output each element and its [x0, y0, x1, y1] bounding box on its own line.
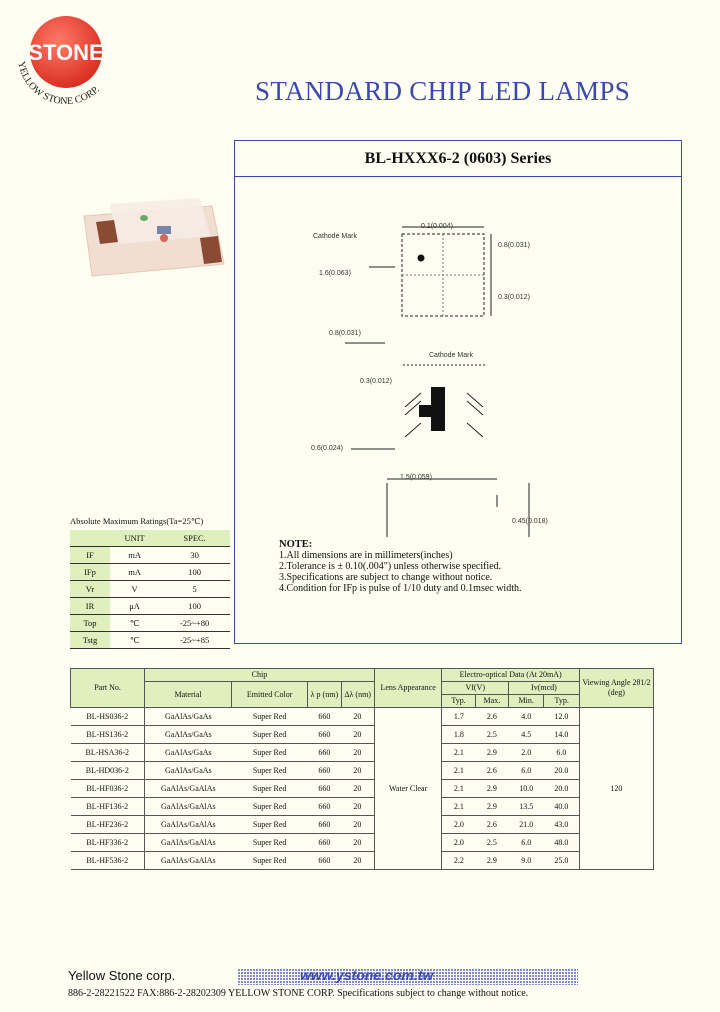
table-cell: 5 — [159, 581, 230, 598]
stone-logo — [6, 6, 126, 106]
cathode-tab — [419, 405, 431, 417]
footer-website[interactable]: www.ystone.com.tw — [300, 967, 434, 983]
table-cell: BL-HF136-2 — [71, 798, 145, 816]
table-cell: 20 — [341, 708, 374, 726]
table-cell: 100 — [159, 598, 230, 615]
spec-table-body — [71, 708, 654, 870]
table-row — [70, 598, 230, 615]
table-cell: 660 — [308, 798, 341, 816]
table-row — [71, 834, 654, 852]
table-cell: 660 — [308, 726, 341, 744]
table-cell: 14.0 — [544, 726, 579, 744]
table-cell: 20 — [341, 744, 374, 762]
col-header: Typ. — [442, 695, 475, 708]
table-cell: GaAlAs/GaAlAs — [145, 816, 232, 834]
table-cell: Vr — [70, 581, 110, 598]
table-cell: BL-HF236-2 — [71, 816, 145, 834]
table-cell: UNIT — [110, 530, 159, 547]
table-cell: 10.0 — [509, 780, 544, 798]
table-cell: 20.0 — [544, 762, 579, 780]
table-cell: 20 — [341, 780, 374, 798]
table-cell: 20 — [341, 834, 374, 852]
table-cell: 2.0 — [509, 744, 544, 762]
note-item: 2.Tolerance is ± 0.10(.004") unless otherwise specified. — [279, 561, 502, 572]
table-cell: GaAlAs/GaAs — [145, 762, 232, 780]
top-view — [345, 227, 491, 343]
table-cell: IR — [70, 598, 110, 615]
dim-label: Cathode Mark — [429, 352, 473, 359]
table-cell: 21.0 — [509, 816, 544, 834]
table-cell: 20 — [341, 726, 374, 744]
table-cell: 660 — [308, 744, 341, 762]
table-row — [71, 816, 654, 834]
table-cell: GaAlAs/GaAlAs — [145, 780, 232, 798]
table-cell: GaAlAs/GaAlAs — [145, 852, 232, 870]
table-cell: IF — [70, 547, 110, 564]
table-cell: 2.1 — [442, 762, 475, 780]
table-cell: BL-HD036-2 — [71, 762, 145, 780]
dim-label: 0.6(0.024) — [311, 445, 343, 452]
table-cell: BL-HS036-2 — [71, 708, 145, 726]
lens-cell: Water Clear — [374, 708, 442, 870]
table-row — [71, 744, 654, 762]
table-cell: 20 — [341, 798, 374, 816]
drawing-frame — [234, 140, 682, 644]
table-cell: 20 — [341, 816, 374, 834]
col-header: Max. — [475, 695, 508, 708]
table-cell: GaAlAs/GaAs — [145, 708, 232, 726]
table-cell: 6.0 — [544, 744, 579, 762]
table-cell: 20 — [341, 762, 374, 780]
table-cell: GaAlAs/GaAs — [145, 726, 232, 744]
table-cell: Super Red — [232, 852, 308, 870]
table-cell: BL-HSA36-2 — [71, 744, 145, 762]
table-cell: Super Red — [232, 798, 308, 816]
dimension-drawing — [235, 177, 680, 537]
table-cell: BL-HF536-2 — [71, 852, 145, 870]
abs-max-table — [70, 530, 230, 649]
table-cell: 4.0 — [509, 708, 544, 726]
table-cell: 2.9 — [475, 852, 508, 870]
table-cell: 40.0 — [544, 798, 579, 816]
cathode-bar — [431, 387, 445, 431]
logo-word: STONE — [28, 40, 104, 65]
table-cell: 1.7 — [442, 708, 475, 726]
notes-block — [279, 539, 669, 594]
col-header: Chip — [145, 669, 375, 682]
table-cell: 2.5 — [475, 726, 508, 744]
notes-heading: NOTE: — [279, 539, 313, 550]
col-header: Emitted Color — [232, 682, 308, 708]
table-cell: 660 — [308, 852, 341, 870]
table-cell: 2.9 — [475, 780, 508, 798]
table-cell: 660 — [308, 780, 341, 798]
note-item: 4.Condition for IFp is pulse of 1/10 duty and 0.1msec width. — [279, 583, 522, 594]
table-cell: 43.0 — [544, 816, 579, 834]
table-cell: 48.0 — [544, 834, 579, 852]
table-row — [71, 762, 654, 780]
table-row — [71, 708, 654, 726]
table-cell: mA — [110, 547, 159, 564]
table-cell: 20 — [341, 852, 374, 870]
dim-label: 0.1(0.004) — [421, 223, 453, 230]
table-cell: IFp — [70, 564, 110, 581]
table-cell: 13.5 — [509, 798, 544, 816]
dim-label: 0.8(0.031) — [498, 242, 530, 249]
table-cell: 2.9 — [475, 744, 508, 762]
table-cell: 6.0 — [509, 834, 544, 852]
table-cell: 25.0 — [544, 852, 579, 870]
table-row — [70, 581, 230, 598]
col-header: Viewing Angle 2θ1/2 (deg) — [579, 669, 653, 708]
table-cell: GaAlAs/GaAs — [145, 744, 232, 762]
table-cell: 2.6 — [475, 762, 508, 780]
viewing-angle-cell: 120 — [579, 708, 653, 870]
col-header: Typ. — [544, 695, 579, 708]
table-row — [71, 798, 654, 816]
dim-label: 0.3(0.012) — [360, 378, 392, 385]
col-header: Part No. — [71, 669, 145, 708]
table-row — [71, 852, 654, 870]
table-cell: Super Red — [232, 726, 308, 744]
abs-max-caption: Absolute Maximum Ratings(Ta=25℃) — [70, 516, 204, 526]
table-cell: Tstg — [70, 632, 110, 649]
table-cell: 4.5 — [509, 726, 544, 744]
col-header: Vf(V) — [442, 682, 509, 695]
table-cell: SPEC. — [159, 530, 230, 547]
table-cell: 6.0 — [509, 762, 544, 780]
table-cell: 2.6 — [475, 816, 508, 834]
table-row — [71, 726, 654, 744]
table-cell: ℃ — [110, 615, 159, 632]
led-chip-photo — [62, 176, 232, 294]
dim-label: 1.6(0.063) — [319, 270, 351, 277]
note-item: 1.All dimensions are in millimeters(inches) — [279, 550, 453, 561]
table-cell: Super Red — [232, 762, 308, 780]
table-row — [70, 615, 230, 632]
dim-label: 0.45(0.018) — [512, 518, 548, 525]
table-cell: BL-HF036-2 — [71, 780, 145, 798]
table-cell: Super Red — [232, 708, 308, 726]
col-header: Min. — [509, 695, 544, 708]
footer-company: Yellow Stone corp. — [68, 968, 176, 983]
table-cell: 12.0 — [544, 708, 579, 726]
table-cell: BL-HF336-2 — [71, 834, 145, 852]
table-cell: 30 — [159, 547, 230, 564]
table-cell: 660 — [308, 708, 341, 726]
page-title: STANDARD CHIP LED LAMPS — [255, 76, 631, 106]
dim-label: Cathode Mark — [313, 233, 357, 240]
col-header: Lens Appearance — [374, 669, 442, 708]
dim-label: 0.8(0.031) — [329, 330, 361, 337]
table-cell: Top — [70, 615, 110, 632]
table-cell: Super Red — [232, 816, 308, 834]
note-item: 3.Specifications are subject to change without notice. — [279, 572, 493, 583]
table-header-row — [71, 669, 654, 682]
table-row — [71, 780, 654, 798]
table-cell: 2.6 — [475, 708, 508, 726]
table-cell: 2.2 — [442, 852, 475, 870]
col-header: Material — [145, 682, 232, 708]
footer-contact: 886-2-28221522 FAX:886-2-28202309 YELLOW STONE CORP. Specifications subject to change without notice. — [68, 988, 529, 999]
table-cell: 2.0 — [442, 834, 475, 852]
table-cell: 2.1 — [442, 744, 475, 762]
table-cell: BL-HS136-2 — [71, 726, 145, 744]
series-title: BL-HXXX6-2 (0603) Series — [235, 141, 681, 177]
table-cell: ℃ — [110, 632, 159, 649]
logo-arc-text: YELLOW STONE CORP. — [15, 60, 102, 106]
table-cell: 9.0 — [509, 852, 544, 870]
table-cell — [70, 530, 110, 547]
table-cell: Super Red — [232, 780, 308, 798]
col-header: λ p (nm) — [308, 682, 341, 708]
table-cell: -25~+85 — [159, 632, 230, 649]
table-cell: 2.9 — [475, 798, 508, 816]
spec-table — [70, 668, 654, 870]
table-row — [70, 547, 230, 564]
table-cell: 660 — [308, 834, 341, 852]
table-cell: 2.0 — [442, 816, 475, 834]
table-cell: 2.1 — [442, 798, 475, 816]
table-row — [70, 530, 230, 547]
table-cell: 660 — [308, 816, 341, 834]
col-header: Δλ (nm) — [341, 682, 374, 708]
dim-label: 0.3(0.012) — [498, 294, 530, 301]
dim-label: 1.5(0.059) — [400, 474, 432, 481]
table-cell: V — [110, 581, 159, 598]
table-cell: Super Red — [232, 834, 308, 852]
col-header: Iv(mcd) — [509, 682, 580, 695]
table-cell: 2.5 — [475, 834, 508, 852]
table-cell: GaAlAs/GaAlAs — [145, 798, 232, 816]
table-cell: 1.8 — [442, 726, 475, 744]
table-cell: μA — [110, 598, 159, 615]
pad-outline — [387, 479, 529, 537]
table-row — [70, 632, 230, 649]
table-cell: Super Red — [232, 744, 308, 762]
col-header: Electro-optical Data (At 20mA) — [442, 669, 579, 682]
table-cell: mA — [110, 564, 159, 581]
table-row — [70, 564, 230, 581]
table-cell: 20.0 — [544, 780, 579, 798]
table-cell: -25~+80 — [159, 615, 230, 632]
table-cell: 2.1 — [442, 780, 475, 798]
table-cell: 100 — [159, 564, 230, 581]
table-cell: 660 — [308, 762, 341, 780]
table-header-row — [71, 682, 654, 695]
cathode-dot — [418, 255, 425, 262]
table-cell: GaAlAs/GaAlAs — [145, 834, 232, 852]
